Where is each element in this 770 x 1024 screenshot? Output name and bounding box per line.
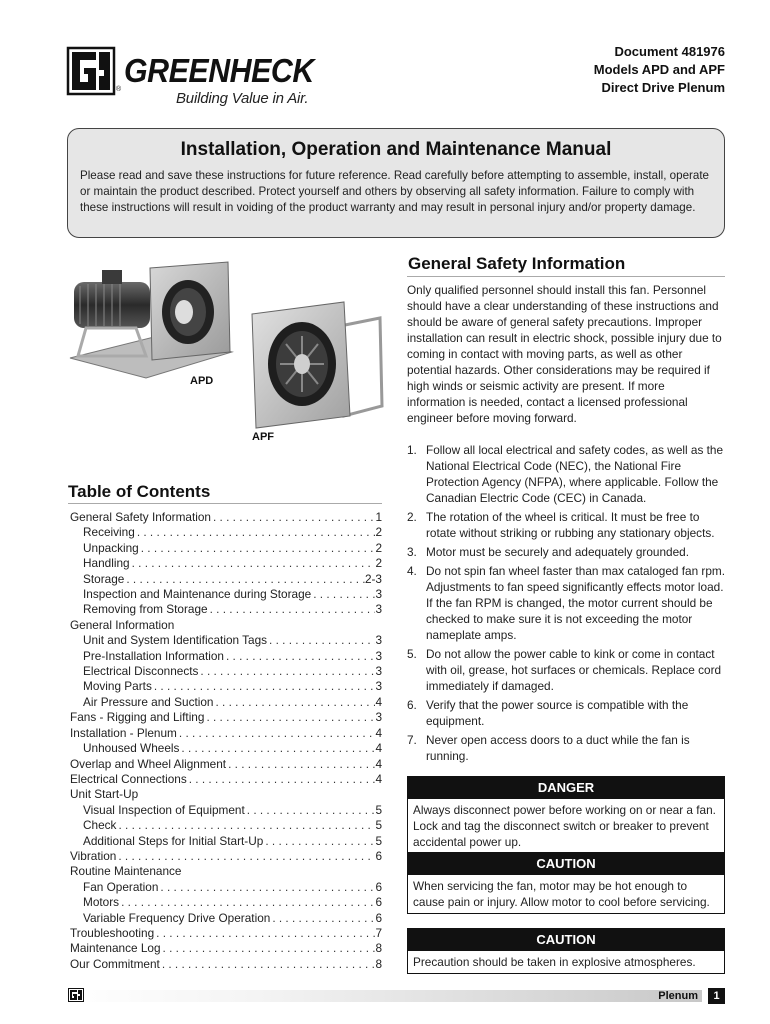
toc-entry-page: 4 — [375, 771, 382, 786]
toc-entry — [70, 757, 382, 772]
toc-entry-page: 6 — [375, 848, 382, 863]
toc-leader-dots — [116, 818, 375, 833]
toc-leader-dots — [263, 834, 375, 849]
toc-entry-label: Vibration — [70, 848, 117, 863]
toc-leader-dots — [267, 633, 375, 648]
caution-heading: CAUTION — [408, 853, 724, 875]
toc-entry-page: 2 — [375, 540, 382, 555]
brand-name: GREENHECK — [124, 52, 314, 89]
toc-entry — [70, 664, 382, 679]
document-product: Direct Drive Plenum — [601, 80, 725, 95]
safety-item — [407, 544, 727, 560]
toc-entry-label: Air Pressure and Suction — [83, 694, 214, 709]
brand-tagline: Building Value in Air. — [176, 90, 309, 107]
safety-item-number: 3. — [407, 545, 417, 559]
safety-item-text: Follow all local electrical and safety codes, as well as the National Electrical Code (NEC), the National Fire Protection Agency (NFPA), where applicable. Follow the Canadian Electric Code (CEC) in Canada. — [426, 443, 724, 505]
toc-entry-page: 4 — [375, 725, 382, 740]
toc-leader-dots — [224, 649, 375, 664]
toc-entry-label: Pre-Installation Information — [83, 648, 224, 663]
safety-item-text: Never open access doors to a duct while the fan is running. — [426, 733, 690, 763]
intro-text: Please read and save these instructions for future reference. Read carefully before attempting to assemble, install, operate or maintain the product described. Protect yourself and others by observing all safety information. Failure to comply with these instructions will result in voiding of the product warranty and may result in personal injury and/or property damage. — [80, 169, 709, 214]
toc-entry-label: Unit Start-Up — [70, 787, 139, 802]
toc-entry-page: 2 — [375, 556, 382, 571]
safety-item-number: 2. — [407, 510, 417, 524]
toc-entry-page: 5 — [375, 818, 382, 833]
table-of-contents — [70, 510, 382, 972]
toc-entry-page: 3 — [375, 710, 382, 725]
toc-entry — [70, 864, 382, 879]
toc-entry — [70, 957, 382, 972]
toc-entry-label: Motors — [83, 895, 120, 910]
toc-title: Table of Contents — [68, 482, 211, 501]
toc-leader-dots — [139, 541, 376, 556]
greenheck-logo-mark-icon — [66, 46, 120, 96]
safety-item-text: Do not spin fan wheel faster than max cataloged fan rpm. Adjustments to fan speed significantly effects motor load. If the fan RPM is changed, the motor current should be checked to make sure it is not exceeding the motor nameplate amps. — [426, 564, 726, 642]
toc-entry-label: General Information — [70, 617, 175, 632]
danger-heading: DANGER — [408, 777, 724, 799]
toc-entry — [70, 803, 382, 818]
safety-item-text: Do not allow the power cable to kink or come in contact with oil, grease, hot surfaces or chemicals. Replace cord immediately if damaged. — [426, 647, 722, 693]
toc-entry — [70, 618, 382, 633]
toc-leader-dots — [179, 741, 375, 756]
toc-entry-label: General Safety Information — [70, 510, 211, 524]
toc-entry-page: 3 — [375, 648, 382, 663]
toc-entry — [70, 926, 382, 941]
toc-entry-label: Overlap and Wheel Alignment — [70, 756, 227, 771]
toc-entry-page: 2 — [375, 525, 382, 540]
toc-entry — [70, 911, 382, 926]
toc-entry — [70, 587, 382, 602]
toc-leader-dots — [177, 726, 376, 741]
safety-divider — [407, 276, 725, 277]
page-number: 1 — [708, 988, 725, 1004]
toc-entry-page: 2-3 — [364, 571, 382, 586]
apf-label: APF — [252, 431, 274, 443]
toc-entry-page: 3 — [375, 633, 382, 648]
toc-entry-label: Storage — [83, 571, 125, 586]
toc-entry — [70, 741, 382, 756]
document-models: Models APD and APF — [593, 62, 725, 77]
toc-leader-dots — [135, 525, 376, 540]
safety-item-number: 7. — [407, 733, 417, 747]
safety-item — [407, 732, 727, 764]
toc-entry — [70, 510, 382, 525]
toc-entry-label: Unit and System Identification Tags — [83, 633, 268, 648]
toc-entry-page: 6 — [375, 879, 382, 894]
safety-item — [407, 697, 727, 729]
toc-entry-label: Inspection and Maintenance during Storage — [83, 587, 312, 602]
toc-leader-dots — [311, 587, 375, 602]
toc-entry-page: 1 — [375, 510, 382, 524]
safety-item-number: 1. — [407, 443, 417, 457]
toc-entry-page: 8 — [375, 956, 382, 971]
toc-leader-dots — [226, 757, 375, 772]
toc-entry — [70, 772, 382, 787]
toc-entry — [70, 849, 382, 864]
toc-entry — [70, 602, 382, 617]
toc-leader-dots — [154, 926, 375, 941]
intro-box — [67, 128, 725, 238]
toc-entry — [70, 787, 382, 802]
toc-entry-page: 6 — [375, 895, 382, 910]
toc-entry-label: Installation - Plenum — [70, 725, 177, 740]
toc-entry — [70, 941, 382, 956]
toc-leader-dots — [119, 895, 375, 910]
safety-item — [407, 442, 727, 506]
caution-text-explosive: Precaution should be taken in explosive atmospheres. — [413, 955, 696, 969]
toc-entry-label: Troubleshooting — [70, 925, 155, 940]
toc-divider — [68, 503, 382, 504]
safety-item — [407, 646, 727, 694]
safety-item-number: 6. — [407, 698, 417, 712]
toc-entry-label: Removing from Storage — [83, 602, 208, 617]
toc-entry-page: 4 — [375, 756, 382, 771]
toc-entry — [70, 895, 382, 910]
toc-entry — [70, 880, 382, 895]
greenheck-small-logo-icon — [68, 988, 84, 1002]
manual-title: Installation, Operation and Maintenance Manual — [180, 139, 612, 160]
toc-entry-page: 4 — [375, 694, 382, 709]
toc-entry-label: Unhoused Wheels — [83, 741, 180, 756]
toc-entry-page: 6 — [375, 910, 382, 925]
apd-label: APD — [190, 375, 214, 387]
toc-entry-label: Receiving — [83, 525, 135, 540]
apf-fan-image — [244, 296, 384, 430]
safety-item-text: Verify that the power source is compatible with the equipment. — [426, 698, 689, 728]
safety-item-number: 5. — [407, 647, 417, 661]
toc-entry-page: 3 — [375, 679, 382, 694]
toc-entry — [70, 633, 382, 648]
safety-item — [407, 563, 727, 643]
danger-box — [407, 776, 725, 854]
toc-entry — [70, 695, 382, 710]
caution-box-explosive — [407, 928, 725, 974]
toc-entry-page: 3 — [375, 664, 382, 679]
footer-bar — [66, 990, 702, 1002]
toc-entry-page: 8 — [375, 941, 382, 956]
toc-entry-label: Our Commitment — [70, 956, 160, 971]
toc-entry — [70, 556, 382, 571]
toc-entry — [70, 726, 382, 741]
toc-entry-label: Additional Steps for Initial Start-Up — [83, 833, 264, 848]
toc-leader-dots — [160, 957, 376, 972]
toc-leader-dots — [124, 572, 365, 587]
toc-entry — [70, 679, 382, 694]
toc-leader-dots — [198, 664, 375, 679]
footer-section-label: Plenum — [658, 990, 698, 1002]
toc-entry-label: Moving Parts — [83, 679, 152, 694]
caution-heading-explosive: CAUTION — [408, 929, 724, 951]
toc-entry — [70, 525, 382, 540]
toc-entry — [70, 818, 382, 833]
toc-leader-dots — [211, 510, 375, 525]
toc-entry-page: 3 — [375, 587, 382, 602]
toc-entry-label: Handling — [83, 556, 130, 571]
toc-entry-label: Routine Maintenance — [70, 864, 182, 879]
toc-entry — [70, 572, 382, 587]
registered-mark: ® — [116, 86, 122, 93]
toc-entry — [70, 541, 382, 556]
toc-entry — [70, 649, 382, 664]
toc-leader-dots — [204, 710, 375, 725]
safety-intro: Only qualified personnel should install this fan. Personnel should have a clear understanding of these instructions and should be aware of general safety precautions. Improper installation can result in electric shock, possible injury due to coming in contact with moving parts, as well as other potential hazards. Other considerations may be required if high winds or seismic activity are present. If more information is needed, contact a licensed professional engineer before moving forward. — [407, 283, 722, 425]
toc-entry-page: 4 — [375, 741, 382, 756]
toc-entry-page: 7 — [375, 925, 382, 940]
toc-leader-dots — [130, 556, 376, 571]
toc-entry-label: Electrical Connections — [70, 771, 187, 786]
toc-entry — [70, 710, 382, 725]
toc-leader-dots — [245, 803, 376, 818]
toc-entry-label: Fans - Rigging and Lifting — [70, 710, 205, 725]
toc-leader-dots — [158, 880, 375, 895]
toc-entry — [70, 834, 382, 849]
safety-item-number: 4. — [407, 564, 417, 578]
toc-leader-dots — [270, 911, 375, 926]
document-info — [594, 43, 725, 97]
toc-entry-label: Electrical Disconnects — [83, 664, 199, 679]
toc-leader-dots — [214, 695, 376, 710]
toc-entry-label: Visual Inspection of Equipment — [83, 802, 245, 817]
toc-leader-dots — [208, 602, 376, 617]
caution-text: When servicing the fan, motor may be hot enough to cause pain or injury. Allow motor to cool before servicing. — [413, 879, 710, 909]
document-number: Document 481976 — [614, 44, 725, 59]
toc-leader-dots — [152, 679, 376, 694]
apd-fan-image — [66, 260, 236, 380]
toc-entry-label: Variable Frequency Drive Operation — [83, 910, 271, 925]
toc-leader-dots — [116, 849, 375, 864]
toc-entry-page: 3 — [375, 602, 382, 617]
danger-text: Always disconnect power before working on or near a fan. Lock and tag the disconnect switch or breaker to prevent accidental power up. — [413, 803, 716, 849]
safety-list — [407, 442, 727, 767]
toc-entry-page: 5 — [375, 833, 382, 848]
toc-entry-page: 5 — [375, 802, 382, 817]
greenheck-logo — [66, 46, 326, 112]
safety-title: General Safety Information — [408, 254, 626, 273]
caution-box — [407, 852, 725, 914]
toc-entry-label: Maintenance Log — [70, 941, 161, 956]
toc-entry-label: Check — [83, 818, 117, 833]
toc-leader-dots — [187, 772, 376, 787]
toc-entry-label: Fan Operation — [83, 879, 159, 894]
toc-leader-dots — [161, 941, 376, 956]
toc-entry-label: Unpacking — [83, 540, 139, 555]
safety-item — [407, 509, 727, 541]
safety-item-text: Motor must be securely and adequately grounded. — [426, 545, 689, 559]
safety-item-text: The rotation of the wheel is critical. It must be free to rotate without striking or rubbing any stationary objects. — [426, 510, 715, 540]
